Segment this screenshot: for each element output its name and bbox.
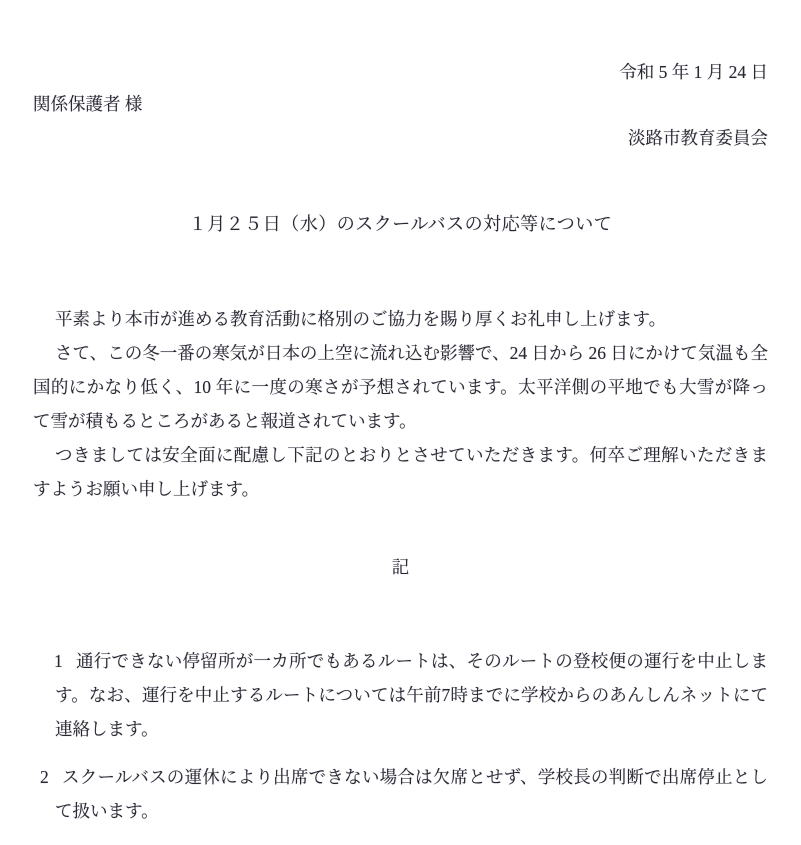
list-item-2 [33,760,768,828]
list-item-1 [33,644,768,746]
list-item-1-number: 1 [54,651,63,671]
sender: 淡路市教育委員会 [628,128,768,148]
document-date: 令和 5 年 1 月 24 日 [619,62,768,82]
paragraph-greeting: 平素より本市が進める教育活動に格別のご協力を賜り厚くお礼申し上げます。 [55,309,667,329]
list-item-2-number: 2 [40,767,49,787]
document-title: １月２５日（水）のスクールバスの対応等について [188,214,613,234]
addressee: 関係保護者 様 [33,94,143,114]
list-item-2-text: スクールバスの運休により出席できない場合は欠席とせず、学校長の判断で出席停止として扱います。 [55,767,768,821]
paragraph-request: つきましては安全面に配慮し下記のとおりとさせていただきます。何卒ご理解いただきますようお願い申し上げます。 [33,445,768,499]
paragraph-weather-notice: さて、この冬一番の寒気が日本の上空に流れ込む影響で、24 日から 26 日にかけて気温も全国的にかなり低く、10 年に一度の寒さが予想されています。太平洋側の平地でも大雪が降って雪が積もるところがあると報道されています。 [33,343,768,431]
record-marker: 記 [391,557,410,577]
list-item-1-text: 通行できない停留所が一カ所でもあるルートは、そのルートの登校便の運行を中止します。なお、運行を中止するルートについては午前7時までに学校からのあんしんネットにて連絡します。 [55,651,768,739]
